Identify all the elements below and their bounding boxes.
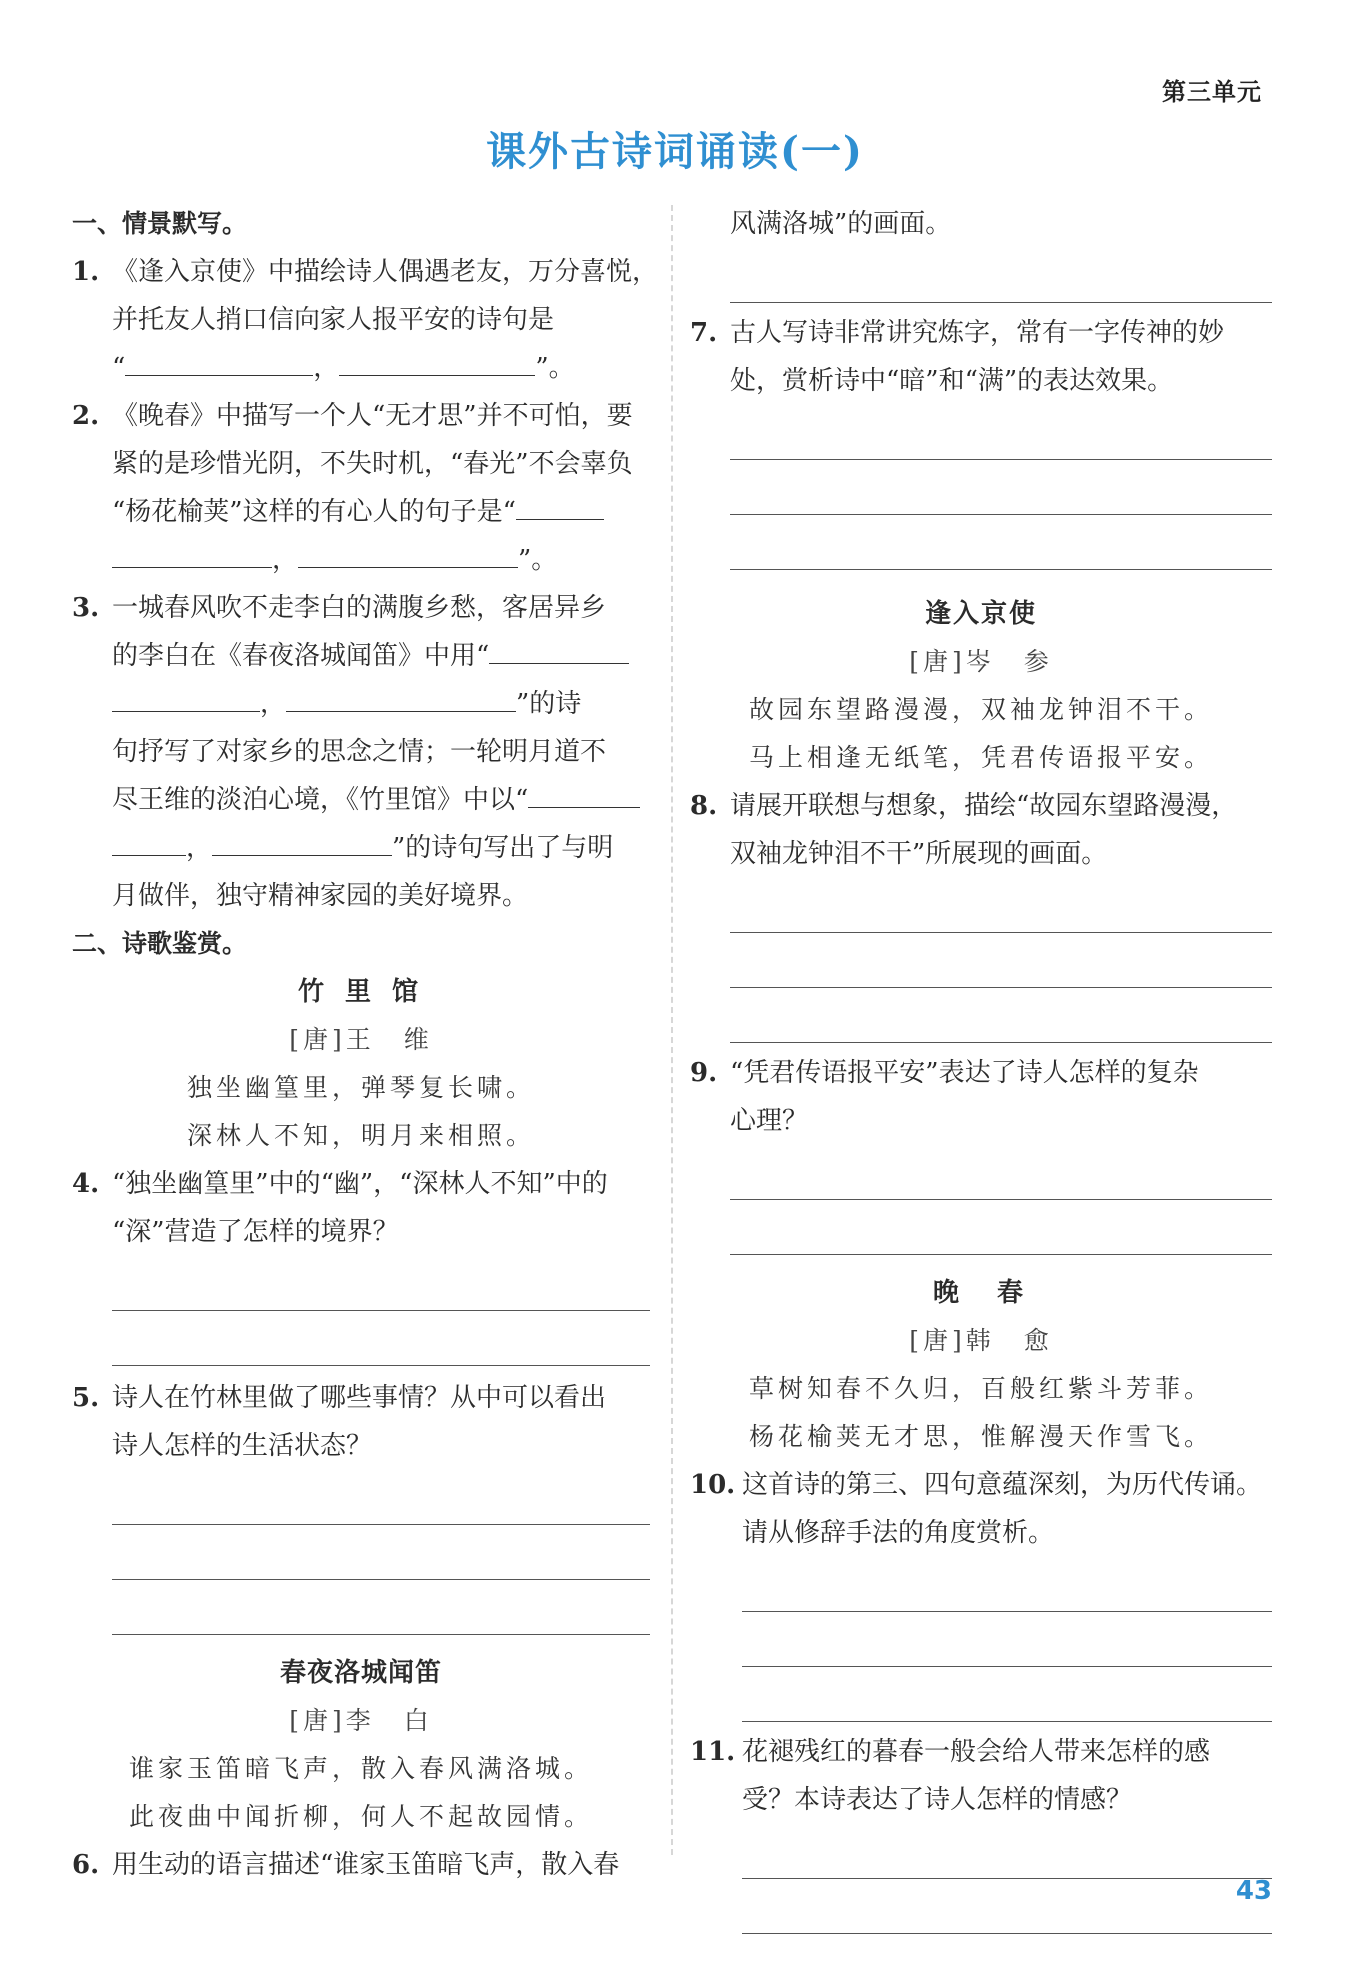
answer-line[interactable] <box>742 1610 1272 1612</box>
question-text: 《晚春》中描写一个人“无才思”并不可怕，要 <box>112 401 633 431</box>
question-text: 请从修辞手法的角度赏析。 <box>742 1518 1055 1548</box>
poem-author: [唐]王 维 <box>289 1025 433 1054</box>
question-text: “凭君传语报平安”表达了诗人怎样的复杂 <box>730 1058 1199 1088</box>
answer-line[interactable] <box>742 1877 1272 1879</box>
quote-mark: ”。 <box>518 545 558 575</box>
left-column <box>72 200 659 1889</box>
section-heading-recitation: 一、情景默写。 <box>72 209 248 238</box>
question-number: 6. <box>72 1850 100 1880</box>
question-text: 月做伴，独守精神家园的美好境界。 <box>112 881 529 911</box>
answer-blank[interactable] <box>125 347 313 376</box>
answer-blank[interactable] <box>212 827 392 856</box>
answer-blank[interactable] <box>112 539 272 568</box>
question-number: 10. <box>690 1470 736 1500</box>
page-title: 课外古诗词诵读(一) <box>486 128 864 175</box>
question-text: ”的诗 <box>516 689 582 719</box>
answer-blank[interactable] <box>339 347 535 376</box>
question-number: 1. <box>72 257 100 287</box>
question-text: 句抒写了对家乡的思念之情；一轮明月道不 <box>112 737 607 767</box>
comma: ， <box>313 353 340 383</box>
question-text: 双袖龙钟泪不干”所展现的画面。 <box>730 839 1108 869</box>
question-text: 并托友人捎口信向家人报平安的诗句是 <box>112 305 555 335</box>
poem-fengru-jingshi <box>690 590 1272 782</box>
question-text: 用生动的语言描述“谁家玉笛暗飞声，散入春 <box>112 1850 620 1880</box>
answer-blank[interactable] <box>489 635 629 664</box>
poem-title: 晚 春 <box>932 1278 1029 1308</box>
question-6-continued: 风满洛城”的画面。 <box>730 209 952 239</box>
question-text: 这首诗的第三、四句意蕴深刻，为历代传诵。 <box>742 1470 1263 1500</box>
question-7 <box>690 309 1272 570</box>
question-9 <box>690 1049 1272 1255</box>
poem-verse: 马上相逢无纸笔，凭君传语报平安。 <box>748 743 1213 772</box>
poem-verse: 谁家玉笛暗飞声，散入春风满洛城。 <box>128 1754 593 1783</box>
question-text: 古人写诗非常讲究炼字，常有一字传神的妙 <box>730 318 1225 348</box>
poem-verse: 深林人不知，明月来相照。 <box>186 1121 535 1150</box>
answer-line[interactable] <box>730 986 1272 988</box>
comma: ， <box>260 689 287 719</box>
question-text: 心理？ <box>730 1106 809 1136</box>
question-number: 8. <box>690 791 718 821</box>
poem-verse: 此夜曲中闻折柳，何人不起故园情。 <box>128 1802 593 1831</box>
question-4 <box>72 1160 650 1366</box>
answer-line[interactable] <box>730 1198 1272 1200</box>
question-text: 花褪残红的暮春一般会给人带来怎样的感 <box>742 1737 1211 1767</box>
poem-verse: 独坐幽篁里，弹琴复长啸。 <box>186 1073 535 1102</box>
question-number: 4. <box>72 1169 100 1199</box>
answer-line[interactable] <box>112 1364 650 1366</box>
question-number: 7. <box>690 318 718 348</box>
answer-blank[interactable] <box>298 539 518 568</box>
answer-line[interactable] <box>730 931 1272 933</box>
comma: ， <box>186 833 213 863</box>
question-3 <box>72 584 650 920</box>
question-text: 的李白在《春夜洛城闻笛》中用“ <box>112 641 490 671</box>
answer-line[interactable] <box>730 458 1272 460</box>
poem-wanchun <box>690 1269 1272 1461</box>
answer-line[interactable] <box>112 1309 650 1311</box>
answer-blank[interactable] <box>516 491 604 520</box>
question-text: 一城春风吹不走李白的满腹乡愁，客居异乡 <box>112 593 607 623</box>
question-number: 3. <box>72 593 100 623</box>
poem-title: 逢入京使 <box>924 599 1037 629</box>
answer-blank[interactable] <box>112 683 260 712</box>
poem-verse: 故园东望路漫漫，双袖龙钟泪不干。 <box>748 695 1213 724</box>
question-number: 11. <box>690 1737 736 1767</box>
question-1 <box>72 248 659 392</box>
quote-mark: “ <box>112 353 126 383</box>
question-text: “杨花榆荚”这样的有心人的句子是“ <box>112 497 516 527</box>
poem-author: [唐]岑 参 <box>909 647 1053 676</box>
question-text: 受？本诗表达了诗人怎样的情感？ <box>742 1785 1133 1815</box>
question-6 <box>72 1841 650 1889</box>
page-number: 43 <box>1235 1876 1272 1906</box>
answer-line[interactable] <box>742 1932 1272 1934</box>
question-8 <box>690 782 1272 1043</box>
answer-line[interactable] <box>742 1665 1272 1667</box>
question-2 <box>72 392 650 584</box>
comma: ， <box>272 545 299 575</box>
question-text: 《逢入京使》中描绘诗人偶遇老友，万分喜悦， <box>112 257 659 287</box>
answer-line[interactable] <box>112 1523 650 1525</box>
question-number: 5. <box>72 1383 100 1413</box>
question-text: 请展开联想与想象，描绘“故园东望路漫漫， <box>730 791 1238 821</box>
answer-line[interactable] <box>112 1578 650 1580</box>
section-heading-appreciation: 二、诗歌鉴赏。 <box>72 929 248 958</box>
question-text: “独坐幽篁里”中的“幽”，“深林人不知”中的 <box>112 1169 608 1199</box>
question-text: ”的诗句写出了与明 <box>392 833 614 863</box>
poem-author: [唐]李 白 <box>289 1706 433 1735</box>
question-text: 尽王维的淡泊心境，《竹里馆》中以“ <box>112 785 529 815</box>
question-11 <box>690 1728 1272 1934</box>
right-column <box>690 200 1272 1934</box>
question-text: 诗人怎样的生活状态？ <box>112 1431 373 1461</box>
question-text: 紧的是珍惜光阴，不失时机，“春光”不会辜负 <box>112 449 633 479</box>
answer-blank[interactable] <box>528 779 640 808</box>
poem-zhuliguan <box>72 968 650 1160</box>
answer-line[interactable] <box>730 513 1272 515</box>
poem-title: 春夜洛城闻笛 <box>279 1658 442 1688</box>
question-text: 诗人在竹林里做了哪些事情？从中可以看出 <box>112 1383 607 1413</box>
poem-chunye-luocheng-wendi <box>72 1649 650 1841</box>
question-number: 2. <box>72 401 100 431</box>
poem-author: [唐]韩 愈 <box>909 1326 1053 1355</box>
unit-label: 第三单元 <box>1162 78 1262 106</box>
answer-blank[interactable] <box>112 827 186 856</box>
poem-verse: 草树知春不久归，百般红紫斗芳菲。 <box>748 1374 1213 1403</box>
column-divider <box>671 205 673 1855</box>
question-text: 处，赏析诗中“暗”和“满”的表达效果。 <box>730 366 1174 396</box>
question-text: “深”营造了怎样的境界？ <box>112 1217 399 1247</box>
poem-verse: 杨花榆荚无才思，惟解漫天作雪飞。 <box>748 1422 1213 1451</box>
question-number: 9. <box>690 1058 718 1088</box>
answer-blank[interactable] <box>286 683 516 712</box>
quote-mark: ”。 <box>535 353 575 383</box>
poem-title: 竹 里 馆 <box>297 977 425 1007</box>
question-10 <box>690 1461 1272 1722</box>
question-5 <box>72 1374 650 1635</box>
